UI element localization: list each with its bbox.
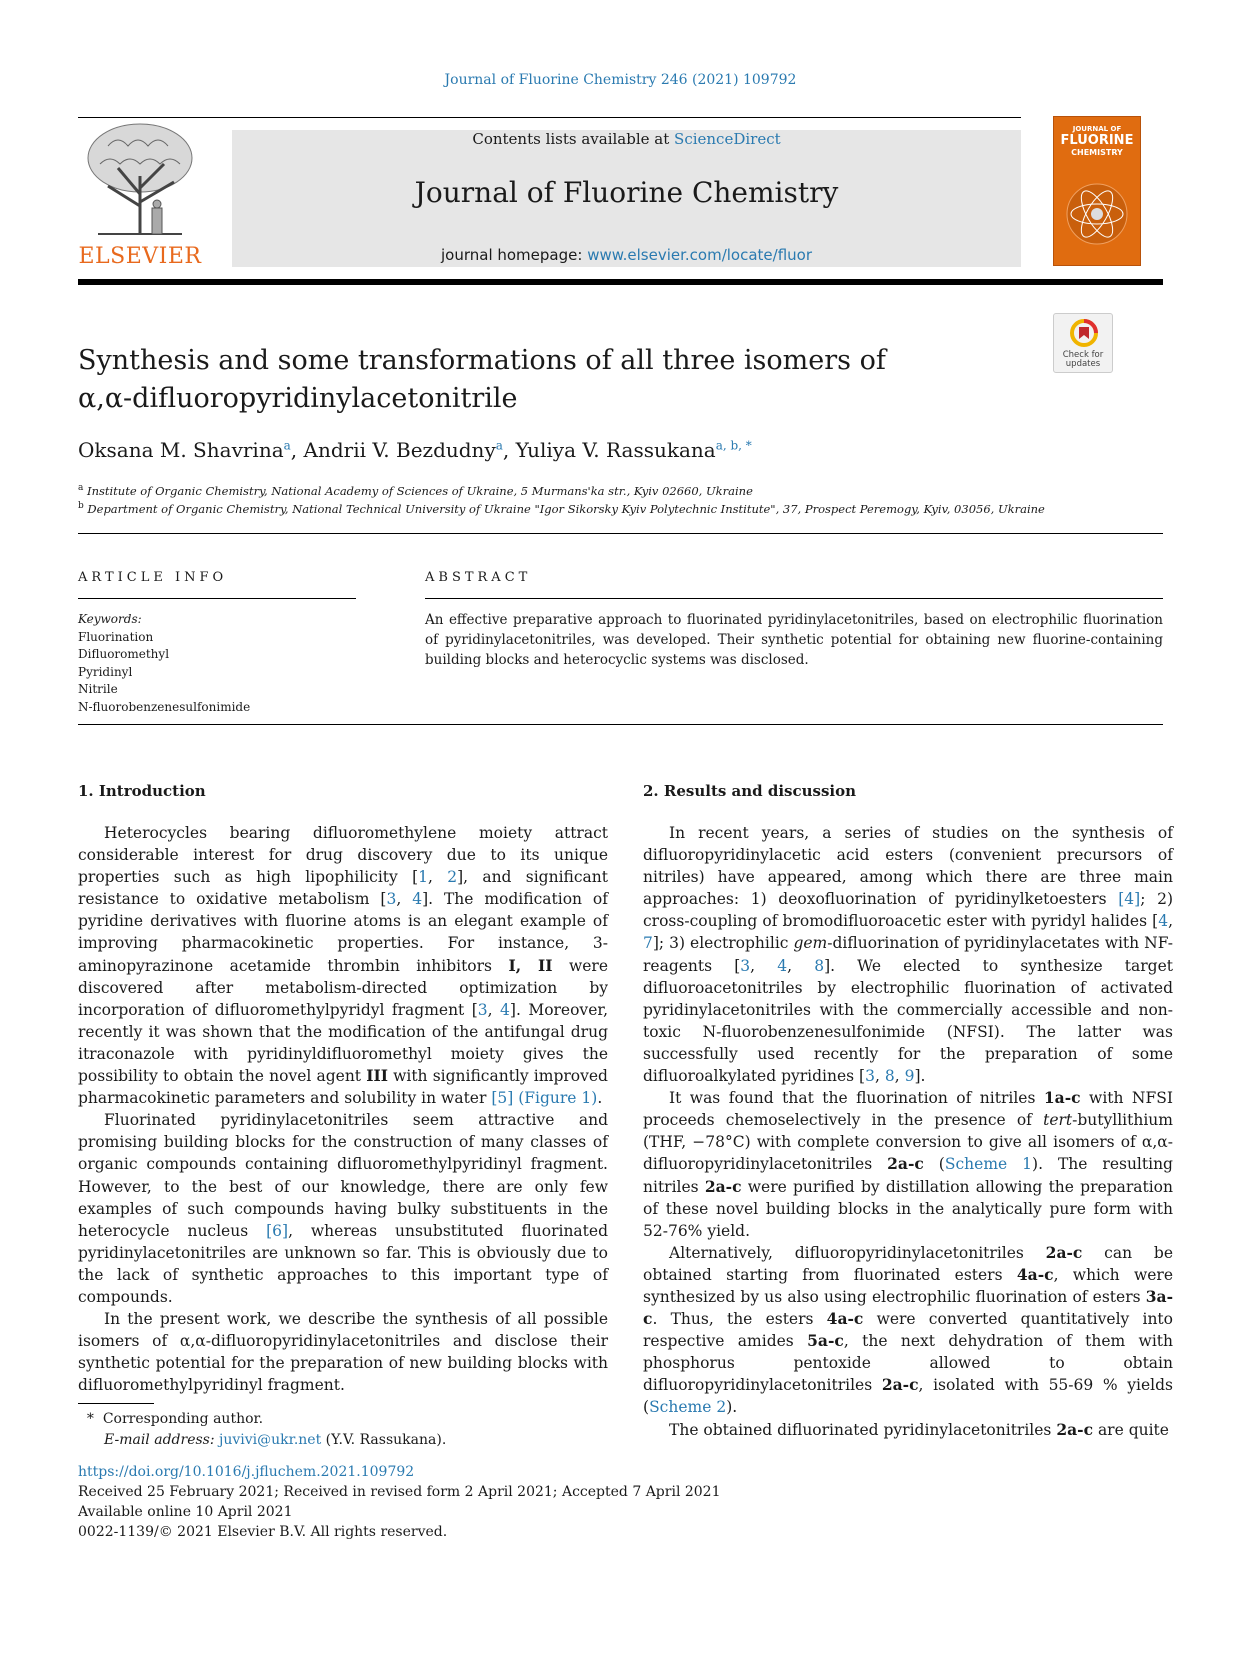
publication-info bbox=[78, 1462, 978, 1542]
abstract-rule bbox=[425, 598, 1163, 599]
keyword: N-fluorobenzenesulfonimide bbox=[78, 699, 251, 714]
abstract-bottom-rule bbox=[78, 724, 1163, 725]
compound-label: 4a-c bbox=[1016, 1264, 1054, 1284]
article-info-rule bbox=[78, 598, 356, 599]
text-run: can be obtained starting from fluorinated esters bbox=[643, 1243, 1173, 1284]
keywords-block bbox=[78, 611, 358, 716]
text-run: , which were synthesized by us also using electrophilic fluorination of esters bbox=[643, 1265, 1173, 1306]
compound-label: 4a-c bbox=[826, 1309, 864, 1329]
cover-line-3: CHEMISTRY bbox=[1071, 148, 1123, 157]
text-run: ( bbox=[923, 1155, 945, 1174]
citation-link[interactable]: 3 bbox=[865, 1067, 875, 1086]
article-title bbox=[78, 342, 958, 418]
journal-title: Journal of Fluorine Chemistry bbox=[414, 176, 839, 209]
citation-link[interactable]: 1 bbox=[418, 868, 428, 887]
elsevier-wordmark: ELSEVIER bbox=[78, 244, 202, 269]
title-line-2: α,α-difluoropyridinylacetonitrile bbox=[78, 383, 518, 414]
citation-link[interactable]: 4 bbox=[500, 1000, 510, 1019]
author-affiliation-mark[interactable]: a, b, * bbox=[715, 438, 752, 453]
atom-icon bbox=[1062, 179, 1132, 249]
abstract-label: ABSTRACT bbox=[425, 570, 532, 585]
affiliation-mark: b bbox=[78, 501, 84, 511]
citation-link[interactable]: 4 bbox=[777, 956, 788, 975]
author-name[interactable]: Yuliya V. Rassukana bbox=[515, 438, 716, 462]
title-line-1: Synthesis and some transformations of all three isomers of bbox=[78, 345, 886, 376]
text-run: , whereas unsubstituted fluorinated pyridinylacetonitriles are unknown so far. This is obviously due to the lack of synthetic approaches to this important type of compounds. bbox=[78, 1221, 608, 1306]
compound-label: 5a-c bbox=[807, 1331, 844, 1351]
footnote-line-2 bbox=[78, 1430, 778, 1451]
keyword: Difluoromethyl bbox=[78, 647, 170, 661]
footnote-line-1 bbox=[78, 1409, 778, 1430]
text-run: were converted quantitatively into respective amides bbox=[643, 1310, 1173, 1351]
author-name[interactable]: Andrii V. Bezdudny bbox=[303, 438, 496, 462]
keyword: Fluorination bbox=[78, 629, 154, 644]
compound-label: 2a-c bbox=[881, 1375, 919, 1395]
cover-title bbox=[1054, 123, 1140, 159]
journal-reference[interactable]: Journal of Fluorine Chemistry 246 (2021) 109792 bbox=[444, 72, 797, 88]
article-info-label: ARTICLE INFO bbox=[78, 570, 228, 585]
abstract-text: An effective preparative approach to fluorinated pyridinylacetonitriles, based on electrophilic fluorination of pyridinylacetonitriles, was developed. Their synthetic potential for obtaining new fluorine-containing building blocks and heterocyclic systems was disclosed. bbox=[425, 612, 1163, 668]
masthead-thick-rule bbox=[78, 279, 1163, 285]
contents-line bbox=[232, 130, 1021, 148]
citation-link[interactable]: 2 bbox=[447, 868, 458, 887]
citation-link[interactable]: [5] bbox=[491, 1089, 514, 1108]
footnote-mark: * bbox=[86, 1411, 94, 1427]
text-run: Alternatively, difluoropyridinylacetonitriles bbox=[669, 1243, 1046, 1262]
text-run: -difluorination of pyridinylacetates with NF-reagents [ bbox=[643, 934, 1173, 975]
introduction-heading: 1. Introduction bbox=[78, 782, 206, 800]
compound-label: 2a-c bbox=[1056, 1419, 1094, 1439]
intro-paragraph-3: In the present work, we describe the synthesis of all possible isomers of α,α-difluoropyridinylacetonitriles and disclose their synthetic potential for the preparation of new building blocks with difluoromethylpyridinyl fragment. bbox=[78, 1310, 608, 1395]
scheme-link[interactable]: Scheme 2 bbox=[649, 1398, 727, 1417]
text-run: , bbox=[487, 1000, 501, 1019]
text-run: are quite bbox=[1093, 1420, 1169, 1439]
scheme-link[interactable]: Scheme 1 bbox=[944, 1155, 1033, 1174]
check-updates-text bbox=[1054, 351, 1112, 369]
results-paragraph-2 bbox=[643, 1087, 1173, 1242]
homepage-link[interactable]: www.elsevier.com/locate/fluor bbox=[587, 246, 812, 264]
citation-link[interactable]: 4 bbox=[412, 890, 423, 909]
tree-icon bbox=[78, 116, 202, 240]
figure-link[interactable]: (Figure 1) bbox=[518, 1089, 598, 1108]
text-run: , bbox=[894, 1067, 905, 1086]
text-run: , bbox=[874, 1067, 885, 1086]
homepage-prefix: journal homepage: bbox=[440, 246, 588, 264]
text-run: -butyllithium (THF, −78°C) with complete conversion to give all isomers of α,α-difluoropyridinylacetonitriles bbox=[643, 1111, 1173, 1174]
homepage-line bbox=[232, 246, 1021, 264]
email-link[interactable]: juvivi@ukr.net bbox=[219, 1432, 322, 1448]
cover-line-2: FLUORINE bbox=[1060, 133, 1134, 148]
compound-label: 2a-c bbox=[704, 1176, 742, 1196]
email-suffix: (Y.V. Rassukana). bbox=[325, 1432, 447, 1448]
text-run: , bbox=[396, 890, 413, 909]
check-updates-line-1: Check for bbox=[1062, 350, 1104, 360]
check-for-updates-badge[interactable] bbox=[1053, 313, 1113, 373]
results-heading: 2. Results and discussion bbox=[643, 782, 857, 800]
text-run: , the next dehydration of them with phosphorus pentoxide allowed to obtain difluoropyridinylacetonitriles bbox=[643, 1332, 1173, 1395]
citation-link[interactable]: 7 bbox=[643, 934, 653, 953]
compound-label: 3a-c bbox=[643, 1286, 1173, 1329]
citation-link[interactable]: 3 bbox=[477, 1000, 488, 1019]
citation-link[interactable]: 9 bbox=[904, 1067, 915, 1086]
text-run: , bbox=[787, 956, 815, 975]
compound-label: III bbox=[366, 1066, 388, 1086]
received-dates: Received 25 February 2021; Received in revised form 2 April 2021; Accepted 7 April 2021 bbox=[78, 1484, 721, 1500]
footnote-corresponding: Corresponding author. bbox=[102, 1411, 264, 1427]
text-run: . bbox=[597, 1089, 603, 1108]
italic-run: gem bbox=[793, 934, 828, 953]
doi-link[interactable]: https://doi.org/10.1016/j.jfluchem.2021.109792 bbox=[78, 1464, 415, 1480]
text-run: ). bbox=[726, 1398, 738, 1417]
citation-link[interactable]: 4 bbox=[1158, 912, 1169, 931]
affiliation-a bbox=[78, 483, 1163, 498]
text-run: , bbox=[750, 956, 778, 975]
keyword: Nitrile bbox=[78, 682, 118, 696]
compound-label: 1a-c bbox=[1043, 1088, 1081, 1108]
compound-label: 2a-c bbox=[1045, 1242, 1083, 1262]
introduction-body bbox=[78, 822, 608, 1396]
author-list bbox=[78, 438, 1078, 462]
citation-link[interactable]: [6] bbox=[266, 1221, 289, 1240]
results-paragraph-1 bbox=[643, 822, 1173, 1087]
text-run: , bbox=[428, 868, 448, 887]
citation-link[interactable]: 3 bbox=[740, 956, 751, 975]
intro-paragraph-1 bbox=[78, 822, 608, 1109]
text-run: It was found that the fluorination of nitriles bbox=[669, 1089, 1044, 1108]
text-run: In recent years, a series of studies on the synthesis of difluoropyridinylacetic acid esters (convenient precursors of nitriles) have appeared, among which there are three main approaches: 1) deoxofluorination of pyridinylketoesters bbox=[643, 824, 1173, 909]
text-run: ; 2) cross-coupling of bromodifluoroacetic ester with pyridyl halides [ bbox=[643, 890, 1174, 931]
header-rule bbox=[78, 117, 1021, 118]
text-run: Heterocycles bearing difluoromethylene moiety attract considerable interest for drug discovery due to its unique properties such as high lipophilicity [ bbox=[78, 824, 608, 887]
text-run: , isolated with 55-69 % yields ( bbox=[643, 1376, 1173, 1417]
cover-line-1: JOURNAL OF bbox=[1072, 125, 1122, 133]
affiliation-mark: a bbox=[78, 483, 84, 493]
author-separator: , bbox=[290, 438, 304, 462]
affiliation-rule bbox=[78, 533, 1163, 534]
check-updates-icon bbox=[1070, 319, 1098, 347]
compound-label: 2a-c bbox=[887, 1154, 924, 1174]
keyword: Pyridinyl bbox=[78, 664, 133, 679]
citation-link[interactable]: 8 bbox=[884, 1067, 895, 1086]
text-run: ]. The modification of pyridine derivatives with fluorine atoms is an elegant example of improving pharmacokinetic properties. For instance, 3-aminopyrazinone acetamide thrombin inhibitors bbox=[78, 890, 608, 975]
results-paragraph-3 bbox=[643, 1242, 1173, 1419]
text-run: ]. Moreover, recently it was shown that the modification of the antifungal drug itraconazole with pyridinyldifluoromethyl moiety gives the possibility to obtain the novel agent bbox=[78, 1000, 608, 1086]
corresponding-author-footnote bbox=[78, 1409, 778, 1451]
text-run: ]. We elected to synthesize target difluoroacetonitriles by electrophilic fluorination of activated pyridinylacetonitriles with the commercially accessible and non-toxic N-fluorobenzenesulfonimide (NFSI). The latter was successfully used recently for the preparation of some difluoroalkylated pyridines [ bbox=[643, 956, 1173, 1086]
text-run: ). The resulting nitriles bbox=[643, 1155, 1173, 1196]
available-online: Available online 10 April 2021 bbox=[78, 1504, 293, 1520]
journal-cover[interactable] bbox=[1053, 116, 1141, 266]
text-run: Fluorinated pyridinylacetonitriles seem attractive and promising building blocks for the construction of many classes of organic compounds containing difluoromethylpyridinyl fragment. However, to the best of our knowledge, there are only few examples of such compounds having bulky substituents in the heterocycle nucleus bbox=[78, 1111, 608, 1240]
text-run: were discovered after metabolism-directed optimization by incorporation of difluoromethylpyridyl fragment [ bbox=[78, 956, 609, 1019]
text-run: ], and significant resistance to oxidative metabolism [ bbox=[78, 868, 608, 909]
affiliation-text: Institute of Organic Chemistry, National Academy of Sciences of Ukraine, 5 Murmans'ka str., Kyiv 02660, Ukraine bbox=[87, 483, 753, 498]
author-affiliation-mark[interactable]: a bbox=[495, 438, 503, 453]
compound-label: I, II bbox=[508, 955, 553, 975]
text-run: ]. bbox=[914, 1067, 926, 1086]
text-run: with NFSI proceeds chemoselectively in the presence of bbox=[643, 1089, 1173, 1130]
affiliation-text: Department of Organic Chemistry, National Technical University of Ukraine "Igor Sikorsky Kyiv Polytechnic Institute", 37, Prospect Peremogy, Kyiv, 03056, Ukraine bbox=[87, 501, 1045, 516]
text-run: were purified by distillation allowing the preparation of these novel building blocks in the analytically pure form with 52-76% yield. bbox=[643, 1177, 1174, 1240]
citation-link[interactable]: [4] bbox=[1118, 890, 1141, 909]
contents-prefix: Contents lists available at bbox=[472, 130, 675, 148]
footnote-rule bbox=[78, 1403, 154, 1404]
sciencedirect-link[interactable]: ScienceDirect bbox=[674, 130, 781, 148]
keywords-label: Keywords: bbox=[78, 612, 142, 626]
text-run: The obtained difluorinated pyridinylacetonitriles bbox=[669, 1420, 1057, 1439]
author-affiliation-mark[interactable]: a bbox=[283, 438, 291, 453]
text-run: . Thus, the esters bbox=[652, 1310, 827, 1329]
author-name[interactable]: Oksana M. Shavrina bbox=[78, 438, 284, 462]
author-separator: , bbox=[502, 438, 516, 462]
text-run: ]; 3) electrophilic bbox=[652, 934, 794, 953]
intro-paragraph-2 bbox=[78, 1109, 608, 1308]
email-label: E-mail address: bbox=[104, 1432, 215, 1448]
copyright: 0022-1139/© 2021 Elsevier B.V. All rights reserved. bbox=[78, 1524, 448, 1540]
results-body bbox=[643, 822, 1173, 1441]
affiliation-b bbox=[78, 501, 1163, 516]
text-run: , bbox=[1168, 912, 1173, 931]
check-updates-line-2: updates bbox=[1065, 359, 1101, 369]
text-run: with significantly improved pharmacokinetic parameters and solubility in water bbox=[78, 1067, 608, 1108]
italic-run: tert bbox=[1043, 1111, 1073, 1130]
citation-link[interactable]: 8 bbox=[814, 956, 825, 975]
citation-link[interactable]: 3 bbox=[386, 890, 397, 909]
